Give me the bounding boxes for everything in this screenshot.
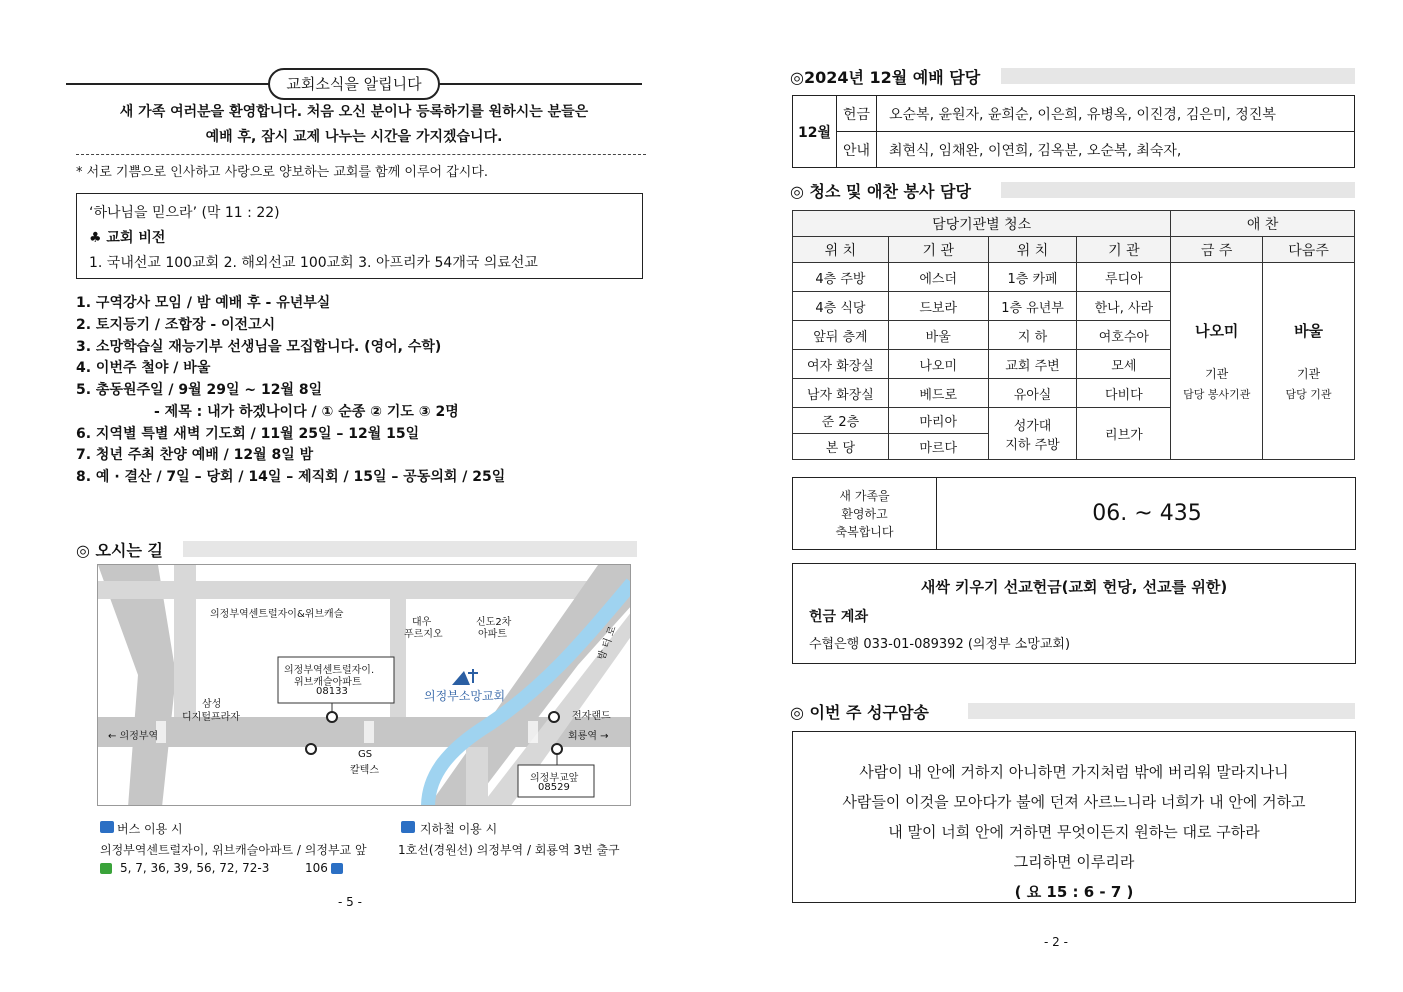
bus-icon <box>100 821 114 833</box>
map-label-hoeryong-station: 회룡역 → <box>568 731 609 742</box>
green-bus-icon <box>100 863 112 874</box>
verse-box <box>792 731 1356 903</box>
verse-line: 사람이 내 안에 거하지 아니하면 가지처럼 밖에 버리워 말라지나니 <box>859 763 1289 781</box>
clean-title: ◎ 청소 및 애찬 봉사 담당 <box>790 182 971 201</box>
notice-item: 1. 구역강사 모임 / 밤 예배 후 - 유년부실 <box>76 295 331 311</box>
clean-header-meal: 애 찬 <box>1171 211 1355 237</box>
offering-account: 수협은행 033-01-089392 (의정부 소망교회) <box>809 637 1071 652</box>
meal-this-sub: 기관 <box>1205 367 1229 381</box>
vision-label: ♣ 교회 비전 <box>89 230 166 246</box>
map-label-jeonja: 전자랜드 <box>572 711 611 722</box>
location-map <box>97 564 631 806</box>
table-cell: 모세 <box>1077 350 1171 379</box>
welcome-line-1: 새 가족 여러분을 환영합니다. 처음 오신 분이나 등록하기를 원하시는 분들은 <box>119 104 589 120</box>
table-cell: 4층 식당 <box>793 292 889 321</box>
notice-item: 7. 청년 주최 찬양 예배 / 12월 8일 밤 <box>76 447 314 463</box>
table-cell: 본 당 <box>793 434 889 460</box>
notice-item: 6. 지역별 특별 새벽 기도회 / 11월 25일 – 12월 15일 <box>76 426 420 442</box>
table-cell: 한나, 사라 <box>1077 292 1171 321</box>
notice-item: 2. 토지등기 / 조합장 - 이전고시 <box>76 317 276 333</box>
meal-next-week <box>1263 263 1355 460</box>
notice-item: 8. 예 · 결산 / 7일 – 당회 / 14일 – 제직회 / 15일 – 공동의회 / 25일 <box>76 469 506 485</box>
map-label-school-2: 08529 <box>538 782 570 793</box>
verse-line: 내 말이 너희 안에 거하면 무엇이든지 원하는 대로 구하라 <box>888 823 1260 841</box>
page-number-right: - 2 - <box>1044 935 1068 949</box>
table-cell: 준 2층 <box>793 408 889 434</box>
duty-role: 안내 <box>837 132 877 168</box>
table-cell: 여호수아 <box>1077 321 1171 350</box>
greeting-note: * 서로 기쁨으로 인사하고 사랑으로 양보하는 교회를 함께 이루어 갑시다. <box>76 165 489 180</box>
table-cell: 교회 주변 <box>988 350 1077 379</box>
dashed-divider <box>76 154 646 155</box>
table-cell: 4층 주방 <box>793 263 889 292</box>
table-cell: 1층 유년부 <box>988 292 1077 321</box>
notice-item: - 제목 : 내가 하겠나이다 / ① 순종 ② 기도 ③ 2명 <box>76 404 459 420</box>
map-label-daewoo-2: 푸르지오 <box>404 629 443 640</box>
table-cell: 루디아 <box>1077 263 1171 292</box>
map-label-gs: GS <box>358 749 373 760</box>
duty-names: 오순복, 윤원자, 윤희순, 이은희, 유병옥, 이진경, 김은미, 정진복 <box>877 96 1355 132</box>
motto-verse: ‘하나님을 믿으라’ (막 11 : 22) <box>89 205 280 221</box>
verse-line: 그리하면 이루리라 <box>1013 853 1135 871</box>
section-bar <box>183 541 637 557</box>
new-family-label-2: 환영하고 <box>841 507 888 521</box>
map-label-gs-2: 칼텍스 <box>350 765 379 776</box>
directions-title: ◎ 오시는 길 <box>76 541 163 560</box>
section-bar <box>1001 182 1355 198</box>
new-family-label-1: 새 가족을 <box>839 489 890 503</box>
table-cell: 마르다 <box>888 434 988 460</box>
clean-subheader: 다음주 <box>1263 237 1355 263</box>
map-label-shindo-2: 아파트 <box>478 629 507 640</box>
vision-box <box>76 193 643 279</box>
blue-bus-icon <box>331 863 343 874</box>
table-cell: 바울 <box>888 321 988 350</box>
verse-title: ◎ 이번 주 성구암송 <box>790 703 929 722</box>
clean-subheader: 기 관 <box>888 237 988 263</box>
bus-stop: 의정부역센트럴자이, 위브캐슬아파트 / 의정부교 앞 <box>100 843 367 857</box>
map-label-school: 의정부교앞 <box>530 773 579 784</box>
meal-this-week <box>1171 263 1263 460</box>
meal-this-sub-2: 담당 봉사기관 <box>1183 388 1251 401</box>
table-cell: 다비다 <box>1077 379 1171 408</box>
map-label-church: 의정부소망교회 <box>424 689 506 703</box>
bus-numbers: 5, 7, 36, 39, 56, 72, 72-3 <box>120 861 270 875</box>
table-cell: 남자 화장실 <box>793 379 889 408</box>
subway-icon <box>401 821 415 833</box>
duty-names: 최현식, 임채완, 이연희, 김옥분, 오순복, 최숙자, <box>877 132 1355 168</box>
map-label-daewoo: 대우 <box>412 617 432 628</box>
table-cell: 여자 화장실 <box>793 350 889 379</box>
clean-subheader: 기 관 <box>1077 237 1171 263</box>
offering-label: 헌금 계좌 <box>809 609 868 625</box>
table-cell: 에스더 <box>888 263 988 292</box>
new-family-label-3: 축복합니다 <box>835 525 894 539</box>
notice-item: 3. 소망학습실 재능기부 선생님을 모집합니다. (영어, 수학) <box>76 339 442 355</box>
duty-table <box>792 95 1355 168</box>
map-label-uijeongbu-station: ← 의정부역 <box>108 731 159 742</box>
offering-box <box>792 563 1356 664</box>
vision-text: 1. 국내선교 100교회 2. 해외선교 100교회 3. 아프리카 54개국 의료선교 <box>89 255 538 271</box>
map-label-apt-2: 위브캐슬아파트 <box>294 677 362 688</box>
page-number-left: - 5 - <box>338 895 362 909</box>
new-family-box <box>792 477 1356 550</box>
welcome-line-2: 예배 후, 잠시 교제 나누는 시간을 가지겠습니다. <box>205 129 503 145</box>
duty-title: ◎2024년 12월 예배 담당 <box>790 68 981 87</box>
meal-next-sub-2: 담당 기관 <box>1285 388 1332 401</box>
table-cell: 마리아 <box>888 408 988 434</box>
verse-reference: ( 요 15 : 6 - 7 ) <box>1014 883 1134 901</box>
map-label-samsung-2: 디지털프라자 <box>182 712 240 723</box>
new-family-value: 06. ~ 435 <box>1092 501 1202 526</box>
notice-item: 5. 총동원주일 / 9월 29일 ~ 12월 8일 <box>76 382 323 398</box>
cleaning-table <box>792 210 1355 460</box>
map-label-samsung: 삼성 <box>202 699 222 710</box>
offering-title: 새싹 키우기 선교헌금(교회 헌당, 선교를 위한) <box>920 578 1228 596</box>
table-cell: 1층 카페 <box>988 263 1077 292</box>
map-label-shindo: 신도2차 <box>476 617 512 628</box>
meal-this-name: 나오미 <box>1194 322 1239 340</box>
duty-role: 헌금 <box>837 96 877 132</box>
merged-location-2: 지하 주방 <box>1005 437 1060 453</box>
subway-title: 지하철 이용 시 <box>420 822 498 836</box>
section-bar <box>1001 68 1355 84</box>
meal-next-name: 바울 <box>1294 322 1324 340</box>
verse-line: 사람들이 이것을 모아다가 불에 던져 사르느니라 너희가 내 안에 거하고 <box>842 793 1306 811</box>
meal-next-sub: 기관 <box>1296 367 1321 381</box>
map-label-apt: 의정부역센트럴자이. <box>284 665 375 676</box>
clean-subheader: 위 치 <box>988 237 1077 263</box>
notice-item: 4. 이번주 철야 / 바울 <box>76 360 211 376</box>
clean-subheader: 금 주 <box>1171 237 1263 263</box>
table-cell: 베드로 <box>888 379 988 408</box>
table-cell-merged-location <box>988 408 1077 460</box>
table-cell: 유아실 <box>988 379 1077 408</box>
subway-text: 1호선(경원선) 의정부역 / 회룡역 3번 출구 <box>398 843 620 857</box>
clean-subheader: 위 치 <box>793 237 889 263</box>
clean-header-main: 담당기관별 청소 <box>793 211 1171 237</box>
table-cell: 나오미 <box>888 350 988 379</box>
table-cell: 지 하 <box>988 321 1077 350</box>
new-family-label <box>793 478 937 549</box>
table-cell-merged-org: 리브가 <box>1077 408 1171 460</box>
merged-location-1: 성가대 <box>1013 418 1052 434</box>
table-cell: 드보라 <box>888 292 988 321</box>
map-label-apt-3: 08133 <box>316 686 348 697</box>
bus-title: 버스 이용 시 <box>117 822 183 836</box>
section-bar <box>968 703 1355 719</box>
table-cell: 앞뒤 층계 <box>793 321 889 350</box>
bus-number-blue: 106 <box>305 861 328 875</box>
map-label-central: 의정부역센트럴자이&위브캐슬 <box>210 609 344 620</box>
table-row <box>793 263 1355 292</box>
duty-month: 12월 <box>793 96 837 168</box>
map-label-road: 밤 터 로 <box>596 624 619 662</box>
announcement-title: 교회소식을 알립니다 <box>268 68 440 100</box>
